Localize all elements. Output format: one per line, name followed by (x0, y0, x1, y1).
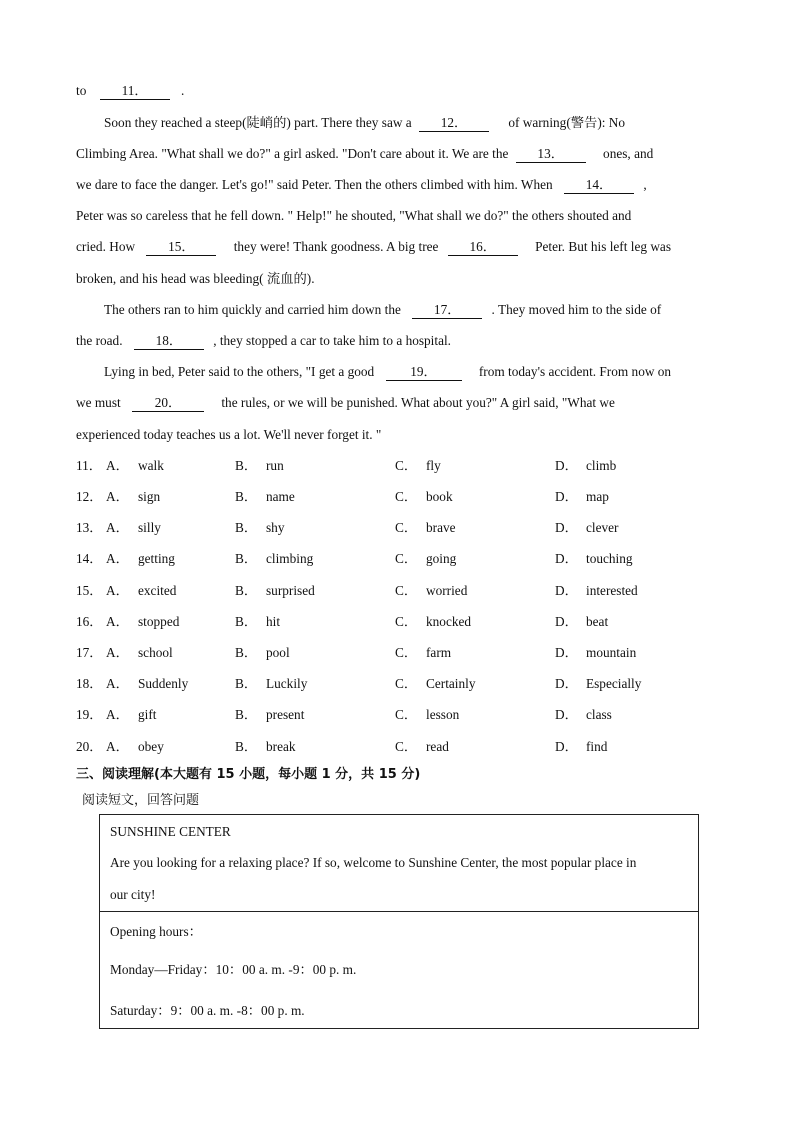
option-label: B． (235, 739, 258, 754)
section-instruction: 阅读短文，回答问题 (82, 793, 200, 808)
notice-heading: SUNSHINE CENTER (110, 824, 231, 839)
option-label: D． (555, 489, 578, 504)
text: to (76, 83, 87, 98)
option-row (76, 518, 716, 538)
text: , (643, 177, 647, 192)
passage-line-1 (76, 81, 716, 101)
option-label: B． (235, 583, 258, 598)
option-label: B． (235, 551, 258, 566)
passage-line-7 (76, 269, 716, 289)
option-d: touching (586, 551, 633, 566)
option-label: A． (106, 489, 129, 504)
question-number: 19． (76, 707, 103, 722)
option-label: B． (235, 645, 258, 660)
passage-line-4 (76, 175, 716, 195)
passage-line-8 (104, 300, 716, 320)
option-label: B． (235, 489, 258, 504)
option-label: C． (395, 489, 418, 504)
notice-divider (100, 911, 698, 912)
option-label: B． (235, 676, 258, 691)
notice-intro: Are you looking for a relaxing place? If so, welcome to Sunshine Center, the most popular place in (110, 855, 637, 870)
option-row (76, 612, 716, 632)
option-d: clever (586, 520, 619, 535)
option-b: run (266, 458, 284, 473)
option-label: C． (395, 645, 418, 660)
option-label: D． (555, 739, 578, 754)
option-row (76, 643, 716, 663)
option-d: climb (586, 458, 617, 473)
blank-14: 14． (564, 177, 634, 194)
passage-line-5 (76, 206, 716, 226)
option-b: shy (266, 520, 285, 535)
text: The others ran to him quickly and carried him down the (104, 302, 401, 317)
option-label: B． (235, 614, 258, 629)
option-b: surprised (266, 583, 315, 598)
option-b: climbing (266, 551, 314, 566)
option-d: beat (586, 614, 609, 629)
option-label: A． (106, 551, 129, 566)
option-label: B． (235, 458, 258, 473)
passage-line-2 (104, 113, 716, 133)
option-a: school (138, 645, 173, 660)
option-label: A． (106, 707, 129, 722)
option-d: mountain (586, 645, 637, 660)
option-row (76, 456, 716, 476)
option-label: D． (555, 614, 578, 629)
blank-20: 20． (132, 395, 204, 412)
option-a: sign (138, 489, 161, 504)
option-label: D． (555, 707, 578, 722)
option-label: A． (106, 676, 129, 691)
blank-12: 12． (419, 115, 489, 132)
passage-line-6 (76, 237, 716, 257)
blank-16: 16． (448, 239, 518, 256)
option-row (76, 549, 716, 569)
text: Peter. But his left leg was (535, 239, 671, 254)
option-a: Suddenly (138, 676, 189, 691)
blank-17: 17． (412, 302, 482, 319)
option-c: Certainly (426, 676, 476, 691)
question-number: 13． (76, 520, 103, 535)
option-row (76, 581, 716, 601)
passage-line-9 (76, 331, 716, 351)
option-c: book (426, 489, 453, 504)
text: of warning(警告): No (508, 115, 626, 130)
option-a: silly (138, 520, 161, 535)
blank-13: 13． (516, 146, 586, 163)
text: . They moved him to the side of (491, 302, 662, 317)
option-c: farm (426, 645, 452, 660)
text: , they stopped a car to take him to a hospital. (213, 333, 451, 348)
option-a: walk (138, 458, 164, 473)
option-d: map (586, 489, 609, 504)
option-d: find (586, 739, 608, 754)
option-c: knocked (426, 614, 472, 629)
option-label: B． (235, 520, 258, 535)
option-label: C． (395, 614, 418, 629)
question-number: 17． (76, 645, 103, 660)
option-label: D． (555, 583, 578, 598)
option-label: D． (555, 645, 578, 660)
hours-weekday: Monday—Friday：10：00 a. m. -9：00 p. m. (110, 962, 357, 977)
option-d: class (586, 707, 612, 722)
option-label: C． (395, 676, 418, 691)
option-label: C． (395, 583, 418, 598)
notice-intro-cont: our city! (110, 887, 156, 902)
passage-line-12 (76, 425, 716, 445)
text: we dare to face the danger. Let's go!" said Peter. Then the others climbed with him. When (76, 177, 553, 192)
option-label: D． (555, 551, 578, 566)
option-row (76, 705, 716, 725)
hours-label: Opening hours： (110, 924, 202, 939)
passage-line-3 (76, 144, 716, 164)
option-c: lesson (426, 707, 460, 722)
option-label: A． (106, 614, 129, 629)
option-c: fly (426, 458, 441, 473)
option-a: gift (138, 707, 157, 722)
option-a: obey (138, 739, 164, 754)
option-b: Luckily (266, 676, 308, 691)
question-number: 15． (76, 583, 103, 598)
option-b: hit (266, 614, 281, 629)
option-label: D． (555, 458, 578, 473)
option-b: name (266, 489, 295, 504)
option-label: A． (106, 645, 129, 660)
section-title: 三、阅读理解(本大题有 15 小题，每小题 1 分，共 15 分) (76, 767, 421, 782)
option-c: worried (426, 583, 468, 598)
text: Lying in bed, Peter said to the others, "I get a good (104, 364, 375, 379)
option-label: C． (395, 707, 418, 722)
option-a: getting (138, 551, 175, 566)
option-label: C． (395, 739, 418, 754)
question-number: 18． (76, 676, 103, 691)
question-number: 20． (76, 739, 103, 754)
text: Peter was so careless that he fell down. " Help!" he shouted, "What shall we do?" the others shouted and (76, 208, 632, 223)
option-row (76, 487, 716, 507)
option-label: A． (106, 458, 129, 473)
text: . (181, 83, 185, 98)
option-d: Especially (586, 676, 642, 691)
option-label: D． (555, 676, 578, 691)
hours-saturday: Saturday：9：00 a. m. -8：00 p. m. (110, 1003, 305, 1018)
option-row (76, 737, 716, 757)
option-c: going (426, 551, 457, 566)
question-number: 14． (76, 551, 103, 566)
question-number: 16． (76, 614, 103, 629)
option-c: brave (426, 520, 456, 535)
option-label: A． (106, 520, 129, 535)
text: ones, and (603, 146, 654, 161)
option-label: C． (395, 551, 418, 566)
option-label: B． (235, 707, 258, 722)
option-c: read (426, 739, 449, 754)
passage-line-11 (76, 393, 716, 413)
text: Soon they reached a steep(陡峭的) part. There they saw a (104, 115, 412, 130)
option-label: C． (395, 520, 418, 535)
text: the road. (76, 333, 123, 348)
blank-11: 11． (100, 83, 170, 100)
option-a: excited (138, 583, 177, 598)
option-row (76, 674, 716, 694)
option-b: break (266, 739, 296, 754)
text: experienced today teaches us a lot. We'll never forget it. " (76, 427, 382, 442)
blank-18: 18． (134, 333, 204, 350)
question-number: 12． (76, 489, 103, 504)
text: the rules, or we will be punished. What about you?" A girl said, "What we (221, 395, 615, 410)
notice-box (99, 814, 699, 1029)
text: from today's accident. From now on (478, 364, 672, 379)
option-label: A． (106, 739, 129, 754)
option-b: pool (266, 645, 290, 660)
text: cried. How (76, 239, 136, 254)
text: broken, and his head was bleeding( 流血的). (76, 271, 315, 286)
passage-line-10 (104, 362, 716, 382)
question-number: 11． (76, 458, 103, 473)
option-label: C． (395, 458, 418, 473)
option-label: A． (106, 583, 129, 598)
option-b: present (266, 707, 305, 722)
text: we must (76, 395, 121, 410)
option-label: D． (555, 520, 578, 535)
blank-15: 15． (146, 239, 216, 256)
blank-19: 19． (386, 364, 462, 381)
option-d: interested (586, 583, 638, 598)
text: they were! Thank goodness. A big tree (233, 239, 439, 254)
option-a: stopped (138, 614, 180, 629)
text: Climbing Area. "What shall we do?" a girl asked. "Don't care about it. We are the (76, 146, 509, 161)
